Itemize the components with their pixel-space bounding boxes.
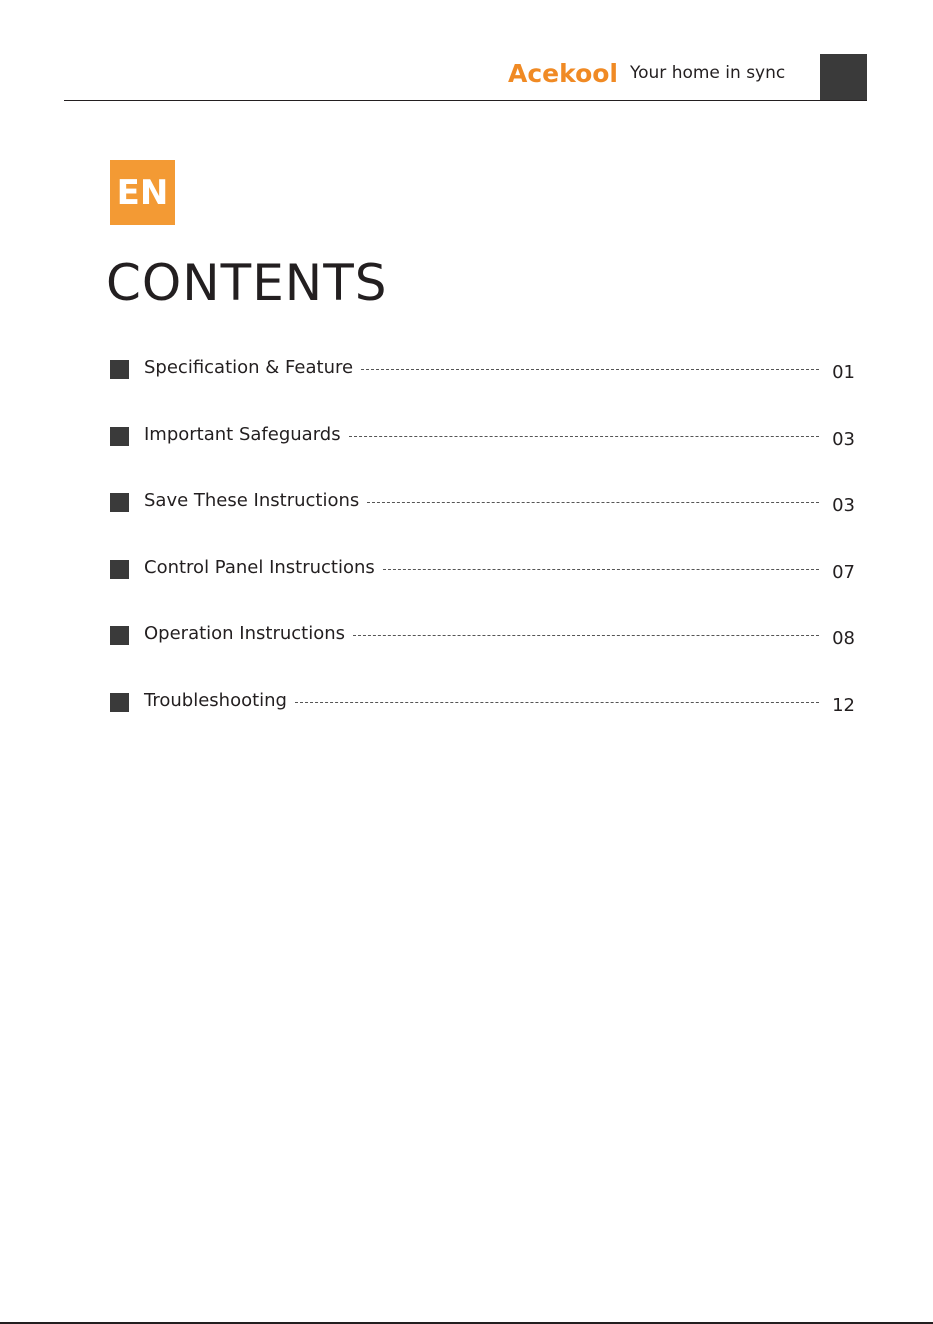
dotted-leader (349, 422, 819, 437)
bullet-square-icon (110, 360, 129, 379)
dotted-leader (353, 621, 819, 636)
toc-item[interactable] (110, 355, 855, 422)
bullet-square-icon (110, 693, 129, 712)
toc-item[interactable] (110, 422, 855, 489)
toc-item-page: 07 (832, 561, 855, 583)
bullet-square-icon (110, 560, 129, 579)
toc-item-label: Operation Instructions (144, 623, 346, 645)
dotted-leader (295, 688, 819, 703)
toc-item[interactable] (110, 555, 855, 622)
brand (508, 58, 785, 88)
dotted-leader (361, 355, 819, 370)
dotted-leader (367, 488, 819, 503)
acekool-logo: Acekool (508, 58, 618, 88)
page-title: CONTENTS (106, 254, 388, 312)
toc-item-page: 03 (832, 428, 855, 450)
toc-item-page: 01 (832, 362, 855, 383)
tagline: Your home in sync (630, 63, 786, 83)
language-badge: EN (110, 160, 175, 225)
header-corner-block (820, 54, 867, 101)
bullet-square-icon (110, 626, 129, 645)
toc-item-page: 03 (832, 495, 855, 517)
bullet-square-icon (110, 493, 129, 512)
toc-item-label: Save These Instructions (144, 490, 360, 512)
toc-item-label: Important Safeguards (144, 423, 341, 445)
table-of-contents (110, 355, 855, 755)
dotted-leader (383, 555, 819, 570)
bullet-square-icon (110, 427, 129, 446)
toc-item[interactable] (110, 488, 855, 555)
toc-item-label: Specification & Feature (144, 357, 354, 378)
toc-item-label: Troubleshooting (144, 689, 287, 711)
toc-item-page: 08 (832, 628, 855, 650)
header-divider (64, 100, 867, 101)
toc-item-label: Control Panel Instructions (144, 556, 375, 578)
toc-item[interactable] (110, 688, 855, 755)
toc-item[interactable] (110, 621, 855, 688)
toc-item-page: 12 (832, 694, 855, 716)
